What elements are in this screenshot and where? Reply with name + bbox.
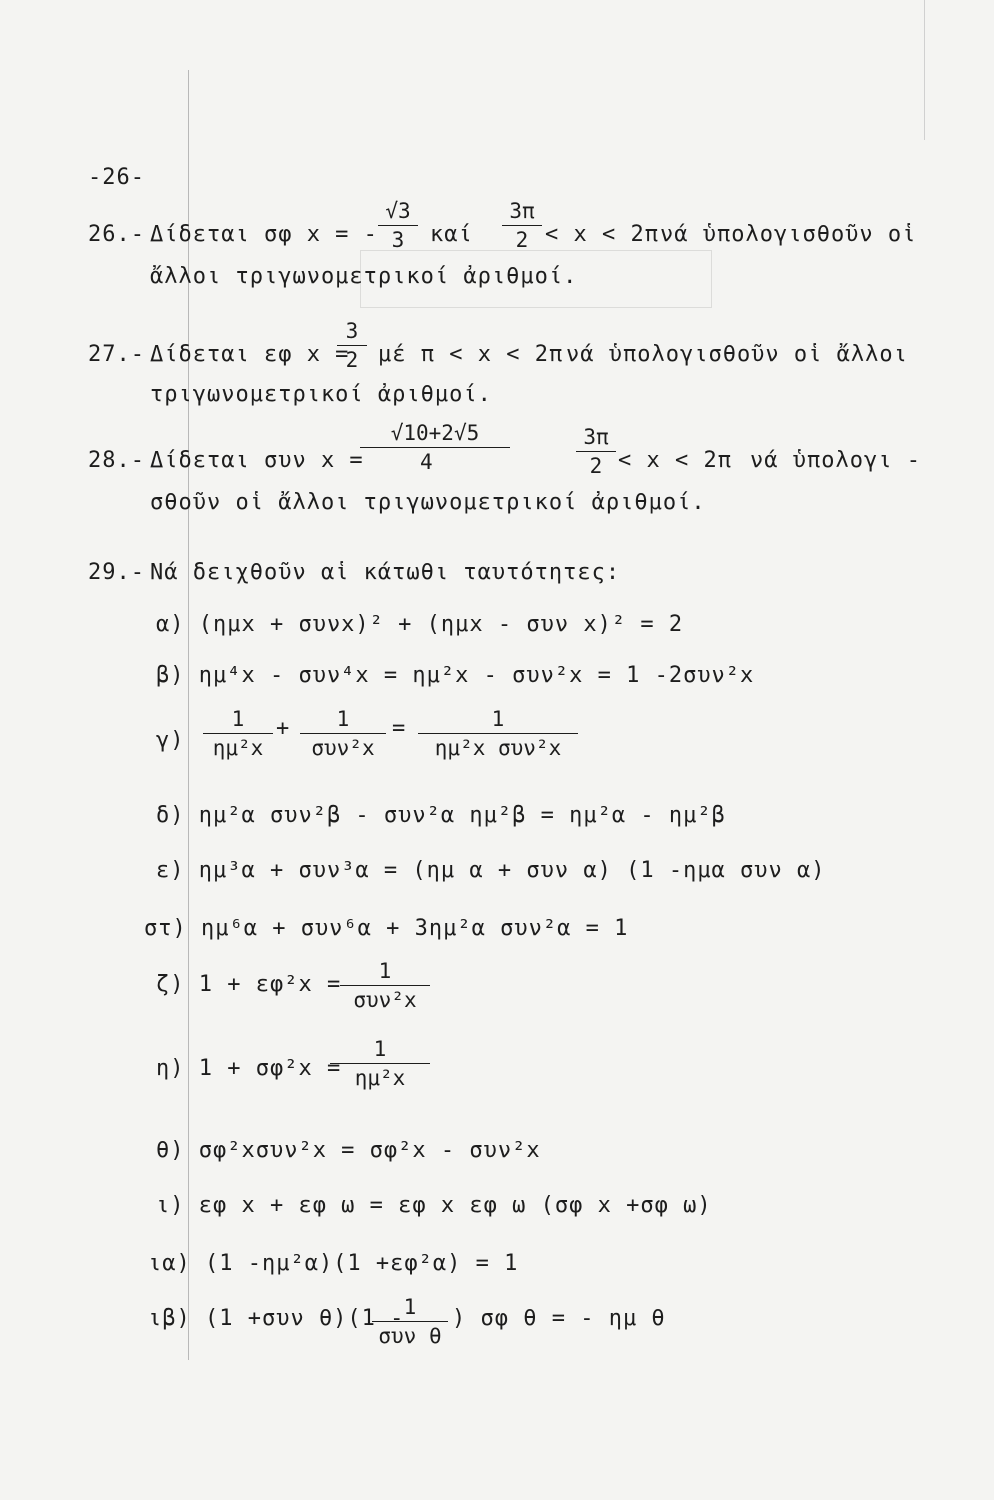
fraction-denominator: 2 (515, 228, 529, 252)
fraction-denominator: ημ²x (354, 1066, 406, 1090)
identity-ib-start: ιβ) (1 +συν θ)(1 - (148, 1306, 405, 1331)
fraction-bar (340, 985, 430, 986)
problem-27-mid: μέ π < x < 2π (378, 342, 564, 367)
fraction-denominator: 4 (420, 450, 433, 474)
fraction-numerator: 1 (373, 1037, 387, 1061)
problem-27-number: 27.- (88, 342, 145, 367)
problem-27-line-2: τριγωνομετρικοί ἀριθμοί. (150, 382, 492, 407)
identity-b: β) ημ⁴x - συν⁴x = ημ²x - συν²x = 1 -2συν²x (156, 663, 755, 688)
paper-fold-line-right (924, 0, 925, 140)
identity-d: δ) ημ²α συν²β - συν²α ημ²β = ημ²α - ημ²β (156, 803, 726, 828)
fraction-bar (502, 225, 542, 226)
identity-i: ι) εφ x + εφ ω = εφ x εφ ω (σφ x +σφ ω) (156, 1193, 712, 1218)
identity-c-label: γ) (156, 728, 185, 753)
identity-c-fraction-1 (203, 706, 273, 761)
fraction-bar (203, 733, 273, 734)
identity-c-equals: = (392, 716, 407, 741)
fraction-numerator: 1 (491, 707, 505, 731)
problem-28-fraction-2 (576, 424, 616, 479)
fraction-bar (360, 447, 510, 448)
fraction-numerator: 3 (345, 319, 359, 343)
identity-a: α) (ημx + συνx)² + (ημx - συν x)² = 2 (156, 612, 684, 637)
fraction-denominator: ημ²x (212, 736, 264, 760)
problem-26-range: < x < 2π (545, 222, 659, 247)
fraction-numerator: √10+2√5 (390, 421, 480, 445)
fraction-bar (330, 1063, 430, 1064)
problem-28-line-2: σθοῦν οἱ ἄλλοι τριγωνομετρικοί ἀριθμοί. (150, 490, 706, 515)
problem-26-tail: νά ὑπολογισθοῦν οἱ (660, 222, 917, 247)
identity-e: ε) ημ³α + συν³α = (ημ α + συν α) (1 -ημα συν α) (156, 858, 826, 883)
page-number: -26- (88, 165, 145, 190)
identity-z-fraction (340, 958, 430, 1013)
fraction-denominator: συν θ (378, 1324, 442, 1348)
fraction-bar (337, 345, 367, 346)
problem-26-fraction-2 (502, 198, 542, 253)
problem-29-number: 29.- (88, 560, 145, 585)
problem-26-text: Δίδεται σφ x = - (150, 222, 378, 247)
identity-c-plus: + (276, 716, 291, 741)
problem-28-text: Δίδεται συν x = (150, 448, 364, 473)
fraction-numerator: √3 (385, 199, 411, 223)
problem-26-and: καί (430, 222, 473, 247)
fraction-bar (418, 733, 578, 734)
problem-28-tail: νά ὑπολογι - (750, 448, 921, 473)
problem-29-intro: Νά δειχθοῦν αἱ κάτωθι ταυτότητες: (150, 560, 621, 585)
fraction-bar (300, 733, 386, 734)
identity-ib-fraction (372, 1294, 448, 1349)
fraction-bar (576, 451, 616, 452)
identity-ib-end: ) σφ θ = - ημ θ (452, 1306, 666, 1331)
problem-28-number: 28.- (88, 448, 145, 473)
identity-ia: ια) (1 -ημ²α)(1 +εφ²α) = 1 (148, 1251, 519, 1276)
problem-26-number: 26.- (88, 222, 145, 247)
fraction-denominator: 3 (391, 228, 405, 252)
problem-26-fraction (378, 198, 418, 253)
fraction-bar (378, 225, 418, 226)
fraction-denominator: 2 (345, 348, 359, 372)
fraction-denominator: ημ²x συν²x (434, 736, 562, 760)
identity-c-fraction-2 (300, 706, 386, 761)
identity-st: στ) ημ⁶α + συν⁶α + 3ημ²α συν²α = 1 (144, 916, 629, 941)
identity-th: θ) σφ²xσυν²x = σφ²x - συν²x (156, 1138, 541, 1163)
problem-27-text: Δίδεται εφ x = (150, 342, 350, 367)
problem-27-fraction (337, 318, 367, 373)
fraction-denominator: συν²x (311, 736, 375, 760)
fraction-numerator: 1 (378, 959, 392, 983)
problem-28-fraction (360, 420, 510, 475)
identity-c-fraction-3 (418, 706, 578, 761)
identity-h-label: η) 1 + σφ²x = (156, 1056, 342, 1081)
fraction-denominator: 2 (589, 454, 603, 478)
problem-26-line-2: ἄλλοι τριγωνομετρικοί ἀριθμοί. (150, 264, 578, 289)
identity-z-label: ζ) 1 + εφ²x = (156, 972, 342, 997)
fraction-denominator: συν²x (353, 988, 417, 1012)
problem-27-tail: νά ὑπολογισθοῦν οἱ ἄλλοι (566, 342, 908, 367)
fraction-numerator: 1 (336, 707, 350, 731)
identity-h-fraction (330, 1036, 430, 1091)
fraction-numerator: 3π (509, 199, 535, 223)
fraction-numerator: 1 (231, 707, 245, 731)
problem-28-range: < x < 2π (618, 448, 732, 473)
fraction-bar (372, 1321, 448, 1322)
fraction-numerator: 3π (583, 425, 609, 449)
fraction-numerator: 1 (403, 1295, 417, 1319)
